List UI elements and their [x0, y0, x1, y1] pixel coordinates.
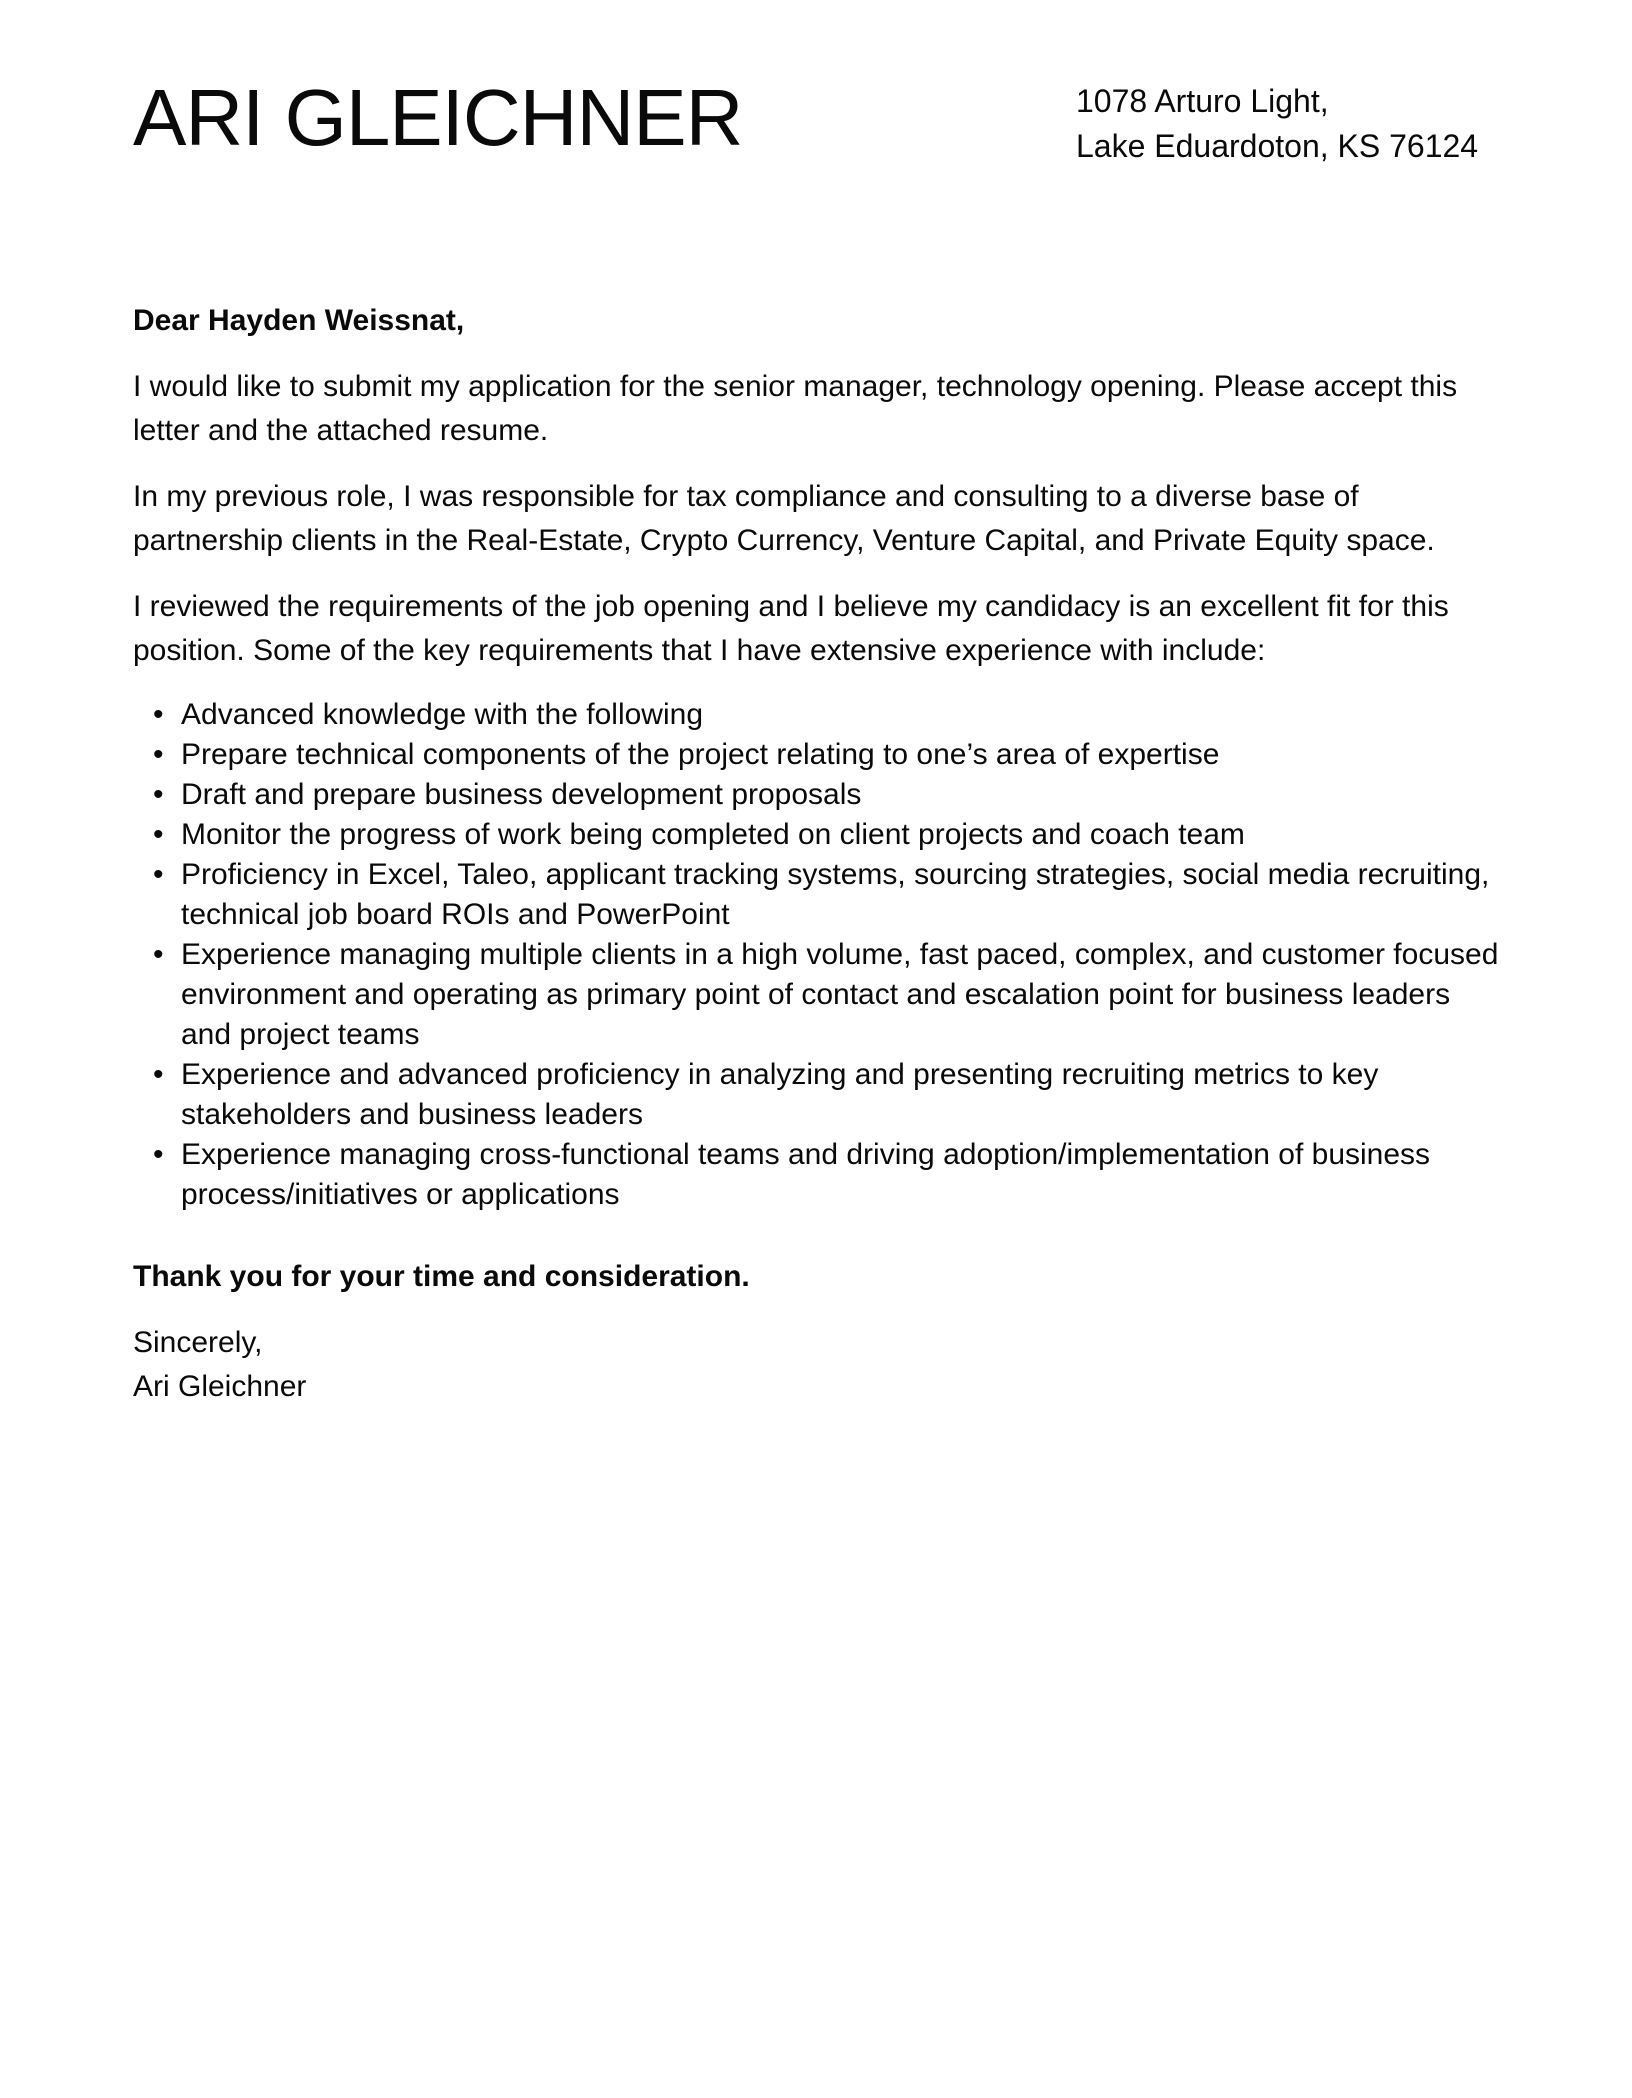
- list-item: [133, 1135, 1503, 1215]
- intro-paragraph: I would like to submit my application for the senior manager, technology opening. Please accept this letter and the attached resume.: [133, 370, 1458, 447]
- requirements-list: [133, 695, 1503, 1215]
- closing-block: [133, 1321, 1503, 1409]
- experience-paragraph: In my previous role, I was responsible for tax compliance and consulting to a diverse base of partnership clients in the Real-Estate, Crypto Currency, Venture Capital, and Private Equity space.: [133, 480, 1435, 557]
- bullet-icon: •: [153, 698, 164, 731]
- list-item: [133, 1055, 1503, 1135]
- list-item: [133, 935, 1503, 1055]
- list-item-text: Proficiency in Excel, Taleo, applicant tracking systems, sourcing strategies, social media recruiting, technical job board ROIs and PowerPoint: [181, 858, 1490, 931]
- list-item-text: Experience managing cross-functional teams and driving adoption/implementation of business process/initiatives or applications: [181, 1138, 1431, 1211]
- bullet-icon: •: [153, 858, 164, 891]
- bullet-icon: •: [153, 818, 164, 851]
- closing-phrase: Sincerely,: [133, 1326, 263, 1359]
- applicant-name: ARI GLEICHNER: [133, 73, 743, 162]
- list-item: [133, 735, 1503, 775]
- bullet-icon: •: [153, 738, 164, 771]
- bullet-icon: •: [153, 1138, 164, 1171]
- list-item-text: Prepare technical components of the project relating to one’s area of expertise: [181, 738, 1220, 771]
- bullet-icon: •: [153, 938, 164, 971]
- letter-body: [133, 299, 1503, 1409]
- list-item: [133, 695, 1503, 735]
- list-item-text: Experience managing multiple clients in a high volume, fast paced, complex, and customer focused environment and operating as primary point of contact and escalation point for business leaders and project teams: [181, 938, 1499, 1051]
- list-item-text: Draft and prepare business development proposals: [181, 778, 862, 811]
- requirements-paragraph: I reviewed the requirements of the job opening and I believe my candidacy is an excellent fit for this position. Some of the key requirements that I have extensive experience with include:: [133, 590, 1449, 667]
- list-item: [133, 775, 1503, 815]
- thanks-line: Thank you for your time and consideration.: [133, 1260, 750, 1293]
- bullet-icon: •: [153, 778, 164, 811]
- list-item: [133, 815, 1503, 855]
- address-line-1: 1078 Arturo Light,: [1076, 83, 1329, 119]
- bullet-icon: •: [153, 1058, 164, 1091]
- list-item-text: Monitor the progress of work being completed on client projects and coach team: [181, 818, 1245, 851]
- list-item-text: Advanced knowledge with the following: [181, 698, 703, 731]
- list-item: [133, 855, 1503, 935]
- list-item-text: Experience and advanced proficiency in analyzing and presenting recruiting metrics to key stakeholders and business leaders: [181, 1058, 1379, 1131]
- signature-name: Ari Gleichner: [133, 1370, 307, 1403]
- address-line-2: Lake Eduardoton, KS 76124: [1076, 128, 1479, 164]
- salutation: Dear Hayden Weissnat,: [133, 304, 465, 337]
- applicant-address: [1076, 79, 1478, 169]
